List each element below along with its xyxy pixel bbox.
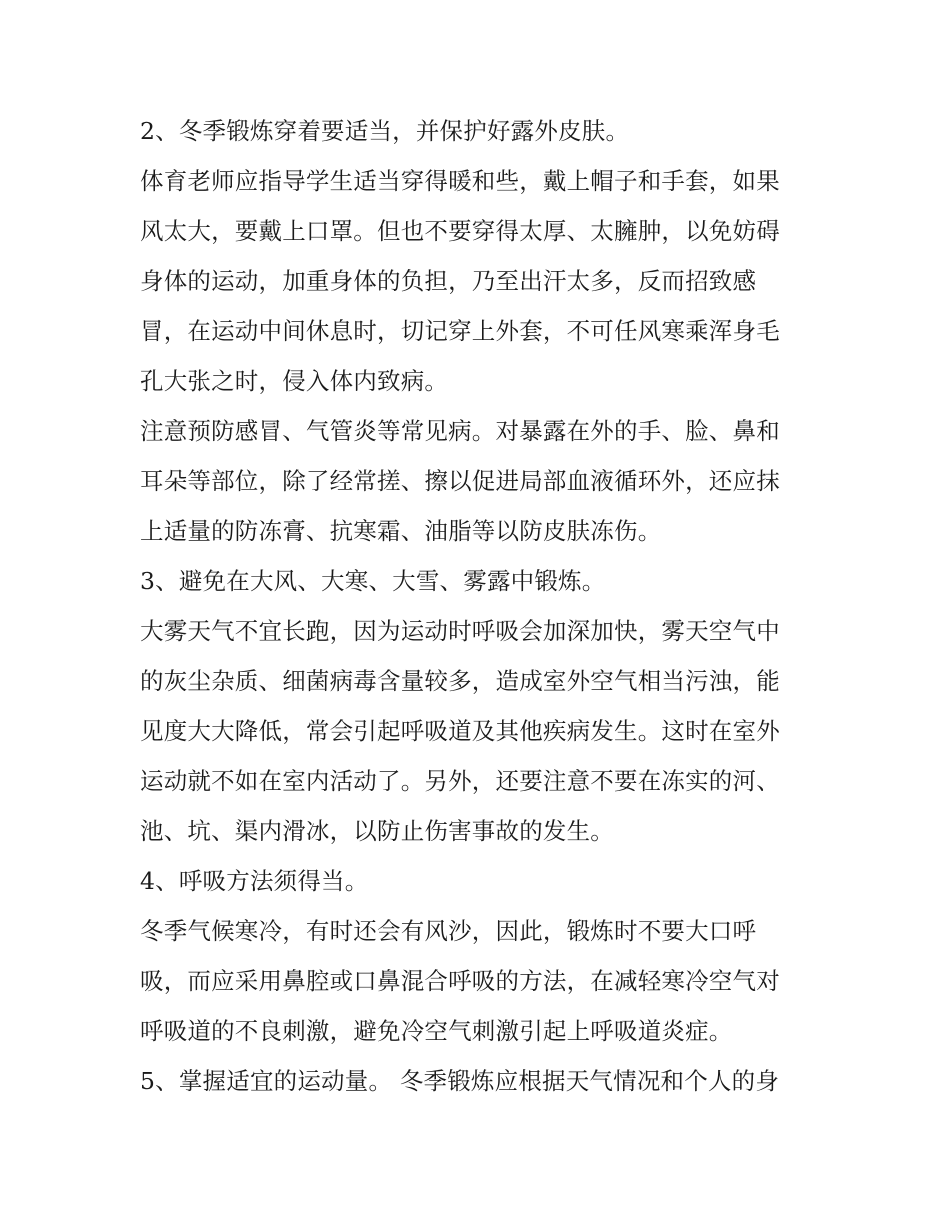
- text-line: 运动就不如在室内活动了。另外，还要注意不要在冻实的河、: [140, 767, 780, 795]
- text-line: 冒，在运动中间休息时，切记穿上外套，不可任风寒乘浑身毛: [140, 317, 780, 345]
- text-line: 池、坑、渠内滑冰，以防止伤害事故的发生。: [140, 817, 614, 845]
- text-line: 的灰尘杂质、细菌病毒含量较多，造成室外空气相当污浊，能: [140, 667, 780, 695]
- heading-4-breathing-method: 4、呼吸方法须得当。: [140, 867, 369, 895]
- text-line: 冬季气候寒冷，有时还会有风沙，因此，锻炼时不要大口呼: [140, 917, 757, 945]
- text-line: 孔大张之时，侵入体内致病。: [140, 367, 449, 395]
- heading-3-avoid-bad-weather: 3、避免在大风、大寒、大雪、雾露中锻炼。: [140, 567, 606, 595]
- text-line: 大雾天气不宜长跑，因为运动时呼吸会加深加快，雾天空气中: [140, 617, 780, 645]
- heading-5-exercise-amount: 5、掌握适宜的运动量。 冬季锻炼应根据天气情况和个人的身: [140, 1067, 780, 1095]
- text-line: 注意预防感冒、气管炎等常见病。对暴露在外的手、脸、鼻和: [140, 417, 780, 445]
- text-line: 上适量的防冻膏、抗寒霜、油脂等以防皮肤冻伤。: [140, 517, 662, 545]
- text-line: 体育老师应指导学生适当穿得暖和些，戴上帽子和手套，如果: [140, 167, 780, 195]
- text-line: 耳朵等部位，除了经常搓、擦以促进局部血液循环外，还应抹: [140, 467, 780, 495]
- heading-2-winter-clothing: 2、冬季锻炼穿着要适当，并保护好露外皮肤。: [140, 117, 630, 145]
- text-line: 吸，而应采用鼻腔或口鼻混合呼吸的方法，在减轻寒冷空气对: [140, 967, 780, 995]
- text-line: 风太大，要戴上口罩。但也不要穿得太厚、太臃肿，以免妨碍: [140, 217, 780, 245]
- text-line: 身体的运动，加重身体的负担，乃至出汗太多，反而招致感: [140, 267, 757, 295]
- text-line: 呼吸道的不良刺激，避免冷空气刺激引起上呼吸道炎症。: [140, 1017, 733, 1045]
- text-line: 见度大大降低，常会引起呼吸道及其他疾病发生。这时在室外: [140, 717, 780, 745]
